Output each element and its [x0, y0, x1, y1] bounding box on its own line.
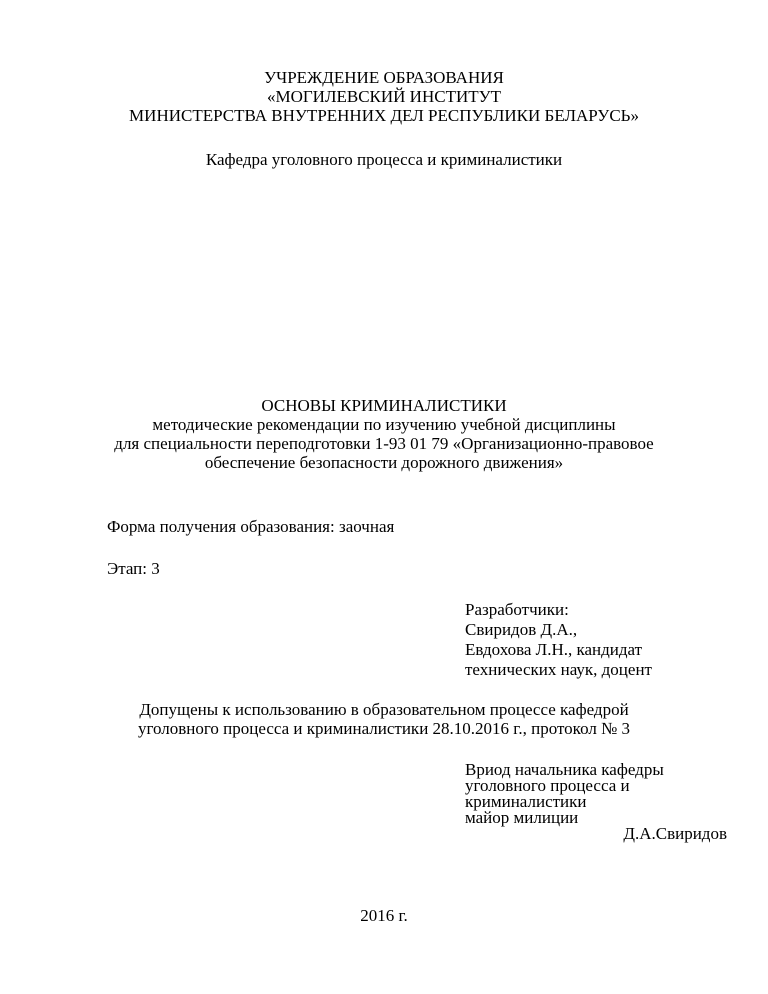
developers-label: Разработчики: — [465, 600, 569, 619]
institution-header — [0, 68, 768, 125]
stage — [107, 559, 160, 578]
stage-text: Этап: 3 — [107, 559, 160, 578]
institution-line-3: МИНИСТЕРСТВА ВНУТРЕННИХ ДЕЛ РЕСПУБЛИКИ БЕЛАРУСЬ» — [129, 106, 639, 125]
department-name — [0, 150, 768, 169]
head-line-2: уголовного процесса и — [465, 776, 630, 795]
publication-year — [0, 906, 768, 925]
approval-note — [0, 700, 768, 738]
department-line: Кафедра уголовного процесса и криминалистики — [205, 150, 563, 169]
approval-line-2: уголовного процесса и криминалистики 28.10.2016 г., протокол № 3 — [137, 719, 631, 738]
study-form-text: Форма получения образования: заочная — [107, 517, 395, 536]
subtitle-line-1: методические рекомендации по изучению учебной дисциплины — [152, 415, 616, 434]
developer-1: Свиридов Д.А., — [465, 620, 578, 639]
document-title: ОСНОВЫ КРИМИНАЛИСТИКИ — [261, 396, 507, 415]
study-form — [107, 517, 394, 536]
head-line-3: криминалистики — [465, 792, 587, 811]
subtitle-line-3: обеспечение безопасности дорожного движения» — [204, 453, 564, 472]
approval-line-1: Допущены к использованию в образовательном процессе кафедрой — [139, 700, 629, 719]
year-text: 2016 г. — [360, 906, 408, 925]
head-line-1: Вриод начальника кафедры — [465, 760, 664, 779]
developer-2-degree: технических наук, доцент — [465, 660, 652, 679]
head-line-4: майор милиции — [465, 808, 579, 827]
subtitle-line-2: для специальности переподготовки 1-93 01 79 «Организационно-правовое — [114, 434, 654, 453]
document-title-block — [0, 396, 768, 472]
institution-line-2: «МОГИЛЕВСКИЙ ИНСТИТУТ — [266, 87, 502, 106]
institution-line-1: УЧРЕЖДЕНИЕ ОБРАЗОВАНИЯ — [264, 68, 504, 87]
developers-block — [465, 600, 745, 680]
head-of-department-block — [465, 762, 727, 842]
signature-name: Д.А.Свиридов — [623, 824, 727, 843]
developer-2: Евдохова Л.Н., кандидат — [465, 640, 643, 659]
